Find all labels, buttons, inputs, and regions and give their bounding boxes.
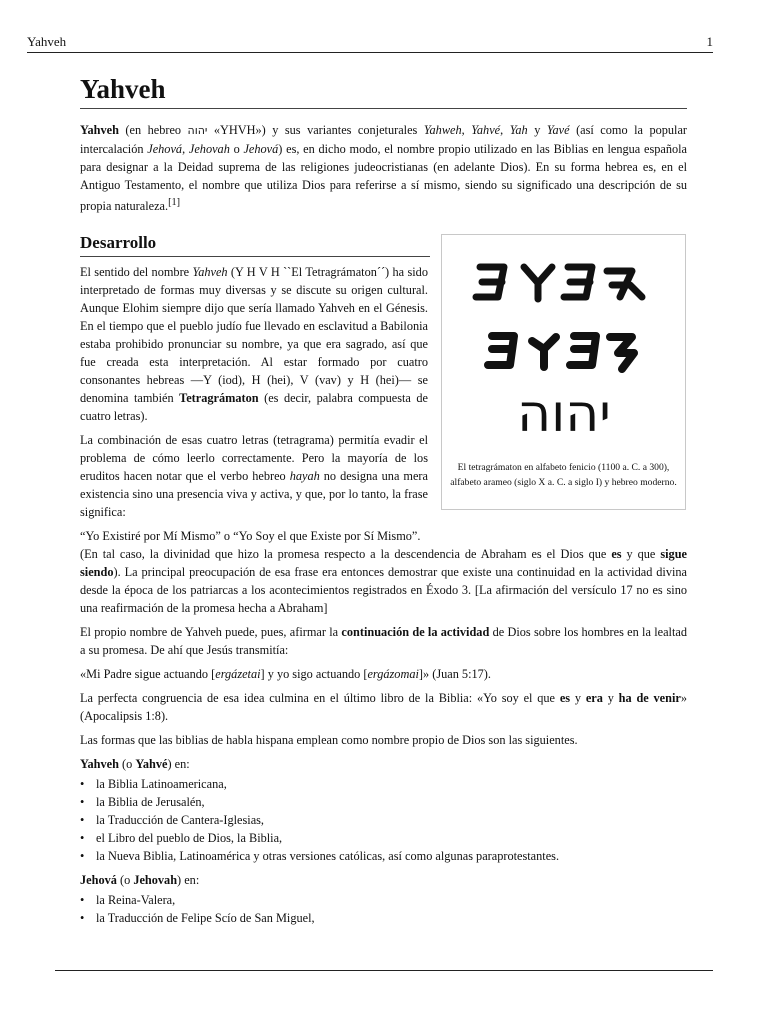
italic-term: ergázomai — [367, 667, 419, 682]
list-item: • la Reina-Valera, — [80, 891, 687, 909]
bold-term: continuación de la actividad — [341, 625, 490, 640]
text-run: ). La principal preocupación de esa frase era entonces demostrar que existe una continuidad en la actividad divina desde la época de los patriarcas a los acontecimientos registrados en Éxodo 3. [La afirmación del versículo 17 no es sino una reafirmación de la promesa hecha a Abraham] — [80, 565, 687, 616]
running-header — [27, 34, 713, 53]
list-item: • la Biblia de Jerusalén, — [80, 793, 687, 811]
text-run: ] y yo sigo actuando [ — [260, 667, 368, 682]
jehova-bible-list — [80, 891, 687, 927]
text-run: (En tal caso, la divinidad que hizo la promesa respecto a la descendencia de Abraham es el Dios que — [80, 547, 612, 562]
list-item: • la Traducción de Cantera-Iglesias, — [80, 811, 687, 829]
intro-text: y — [527, 123, 547, 137]
page-number: 1 — [706, 34, 713, 49]
text-run: (o — [118, 757, 136, 772]
list-item: • el Libro del pueblo de Dios, la Biblia, — [80, 829, 687, 847]
citation-link[interactable]: [1] — [168, 197, 181, 208]
desarrollo-column — [80, 263, 428, 521]
variant-name: Jehová — [243, 142, 279, 156]
section-heading-desarrollo: Desarrollo — [80, 231, 430, 257]
aramaic-script-row — [488, 336, 634, 369]
full-width-text — [80, 527, 687, 927]
italic-term: ergázetai — [215, 667, 261, 682]
paragraph-7: Las formas que las biblias de habla hispana emplean como nombre propio de Dios son las siguientes. — [80, 733, 578, 748]
intro-text: (en hebreo — [118, 123, 188, 137]
text-run: El propio nombre de Yahveh puede, pues, afirmar la — [80, 625, 342, 640]
figure-caption: El tetragrámaton en alfabeto fenicio (1100 a. C. a 300), alfabeto arameo (siglo X a. C. a siglo I) y hebreo moderno. — [450, 462, 677, 488]
text-run: (o — [116, 873, 134, 888]
text-run: ) en: — [177, 873, 200, 888]
list-item: • la Biblia Latinoamericana, — [80, 775, 687, 793]
variant-name: Yah — [509, 123, 528, 137]
bold-term: ha de venir — [618, 691, 681, 706]
text-run: El sentido del nombre — [80, 265, 193, 280]
text-run: La combinación de esas cuatro letras (tetragrama) permitía evadir el problema de cómo leerlo correctamente. Pero la mayoría de los eruditos hacen notar que el verbo hebreo — [80, 433, 428, 484]
page-title: Yahveh — [80, 72, 687, 109]
bold-term: era — [585, 691, 603, 706]
intro-paragraph — [80, 121, 687, 215]
paragraph-6 — [80, 689, 687, 725]
hebrew-modern-script: יהוה — [517, 384, 611, 444]
list-item: • la Nueva Biblia, Latinoamérica y otras versiones católicas, así como algunas paraprotestantes. — [80, 847, 687, 865]
running-title: Yahveh — [27, 34, 67, 49]
list-item: • la Traducción de Felipe Scío de San Miguel, — [80, 909, 687, 927]
jehova-list-label — [80, 871, 687, 889]
tetragrammaton-figure — [441, 234, 686, 510]
yahveh-list-label — [80, 755, 687, 773]
bold-term: Jehovah — [133, 873, 178, 888]
variant-name: Jehová — [147, 142, 183, 156]
intro-text: «YHVH») y sus variantes conjeturales — [207, 123, 424, 137]
variant-name: Yahvé — [471, 123, 501, 137]
yahveh-bible-list — [80, 775, 687, 865]
variant-name: Yavé — [546, 123, 570, 137]
variant-name: Yahweh — [423, 123, 462, 137]
text-run: (Y H V H ``El Tetragrámaton´´) ha sido interpretado de formas muy diversas y se discute su origen cultural. Aunque Elohim siempre dijo que sería llamado Yahveh en el Génesis. En el tiempo que el pueblo judío fue llevado en esclavitud a Babilonia estaba prohibido pronunciar su nombre, ya que era sagrado, así que fue creada esta interpretación. Al estar formado por cuatro consonantes hebreas —Y (iod), H (hei), V (vav) y H (hei)— se denomina también — [80, 265, 428, 406]
paragraph-5 — [80, 665, 687, 683]
intro-text: (así como la popular intercalación — [80, 123, 688, 156]
desarrollo-paragraph-1 — [80, 263, 428, 425]
bold-term: Tetragrámaton — [179, 391, 259, 406]
text-run: » (Apocalipsis 1:8). — [80, 691, 688, 724]
italic-term: hayah — [289, 469, 320, 484]
footer-divider — [55, 970, 713, 971]
text-run: no designa una mera existencia sino una presencia viva y activa, y que, por lo tanto, la frase significa: — [80, 469, 428, 520]
text-run: La perfecta congruencia de esa idea culmina en el último libro de la Biblia: «Yo soy el que — [80, 691, 560, 706]
italic-term: Yahveh — [192, 265, 228, 280]
text-run: y — [570, 691, 586, 706]
phoenician-script-row — [476, 267, 642, 299]
bold-term: sigue siendo — [80, 547, 687, 580]
desarrollo-paragraph-2 — [80, 431, 428, 521]
intro-text: ) es, en dicho modo, el nombre propio utilizado en las Biblias en lengua española para designar a la Deidad suprema de las religiones judeocristianas (en adelante Dios). En su forma hebrea es, en el Antiguo Testamento, el nombre que utiliza Dios para referirse a sí mismo, siendo su significado una descripción de su propia naturaleza. — [80, 142, 688, 214]
bold-term: Jehová — [80, 873, 117, 888]
text-run: y que — [621, 547, 661, 562]
text-run: (es decir, palabra compuesta de cuatro letras). — [80, 391, 428, 424]
intro-text: o — [229, 142, 244, 156]
hebrew-name: יהוה — [187, 124, 208, 137]
quote-line: “Yo Existiré por Mí Mismo” o “Yo Soy el que Existe por Sí Mismo”. — [80, 529, 421, 544]
bold-term: Yahveh — [80, 757, 119, 772]
text-run: de Dios sobre los hombres en la lealtad a su promesa. De ahí que Jesús transmitía: — [80, 625, 687, 658]
intro-text: , — [461, 123, 472, 137]
article-body — [80, 72, 687, 927]
paragraph-3 — [80, 545, 687, 617]
variant-name: Jehovah — [188, 142, 230, 156]
bold-term: es — [559, 691, 571, 706]
text-run: ]» (Juan 5:17). — [418, 667, 491, 682]
paragraph-4 — [80, 623, 687, 659]
bold-term: es — [611, 547, 622, 562]
intro-text: , — [500, 123, 510, 137]
bold-term: Yahvé — [135, 757, 168, 772]
intro-text: , — [182, 142, 189, 156]
tetragrammaton-image — [462, 253, 667, 453]
text-run: ) en: — [167, 757, 190, 772]
intro-term: Yahveh — [80, 123, 119, 137]
text-run: y — [602, 691, 619, 706]
text-run: «Mi Padre sigue actuando [ — [80, 667, 216, 682]
